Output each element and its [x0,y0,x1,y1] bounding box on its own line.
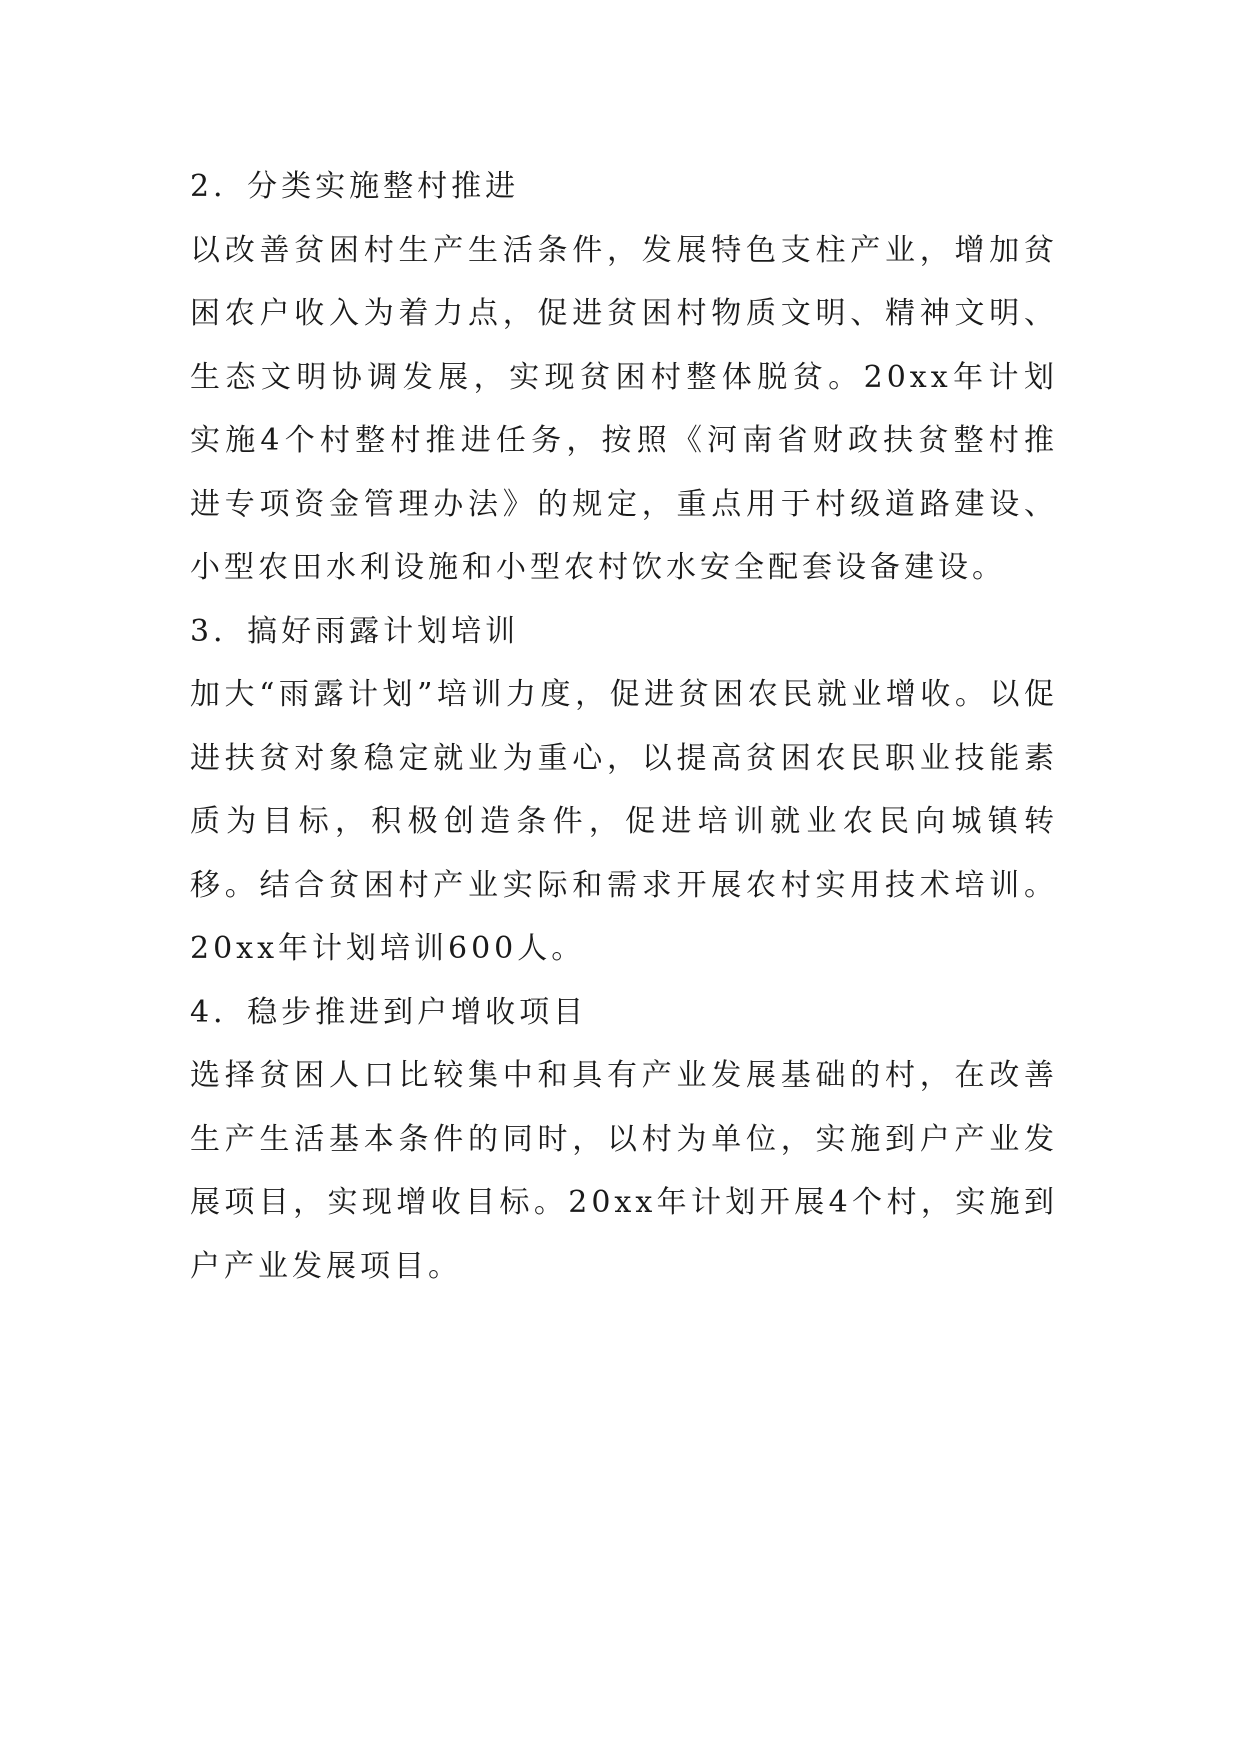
section-heading-3: 3．搞好雨露计划培训 [190,613,520,649]
section-paragraph-2: 以改善贫困村生产生活条件，发展特色支柱产业，增加贫困农户收入为着力点，促进贫困村物质文明、精神文明、生态文明协调发展，实现贫困村整体脱贫。20xx年计划实施4个村整村推进任务，按照《河南省财政扶贫整村推进专项资金管理办法》的规定，重点用于村级道路建设、小型农田水利设施和小型农村饮水安全配套设备建设。 [190,232,1058,585]
section-paragraph-3: 加大“雨露计划”培训力度，促进贫困农民就业增收。以促进扶贫对象稳定就业为重心，以提高贫困农民职业技能素质为目标，积极创造条件，促进培训就业农民向城镇转移。结合贫困村产业实际和需求开展农村实用技术培训。20xx年计划培训600人。 [190,677,1058,966]
document-body [190,155,1058,1298]
section-heading-2: 2．分类实施整村推进 [190,169,520,204]
section-heading-4: 4．稳步推进到户增收项目 [190,994,588,1030]
section-paragraph-4: 选择贫困人口比较集中和具有产业发展基础的村，在改善生产生活基本条件的同时，以村为单位，实施到户产业发展项目，实现增收目标。20xx年计划开展4个村，实施到户产业发展项目。 [190,1058,1058,1284]
